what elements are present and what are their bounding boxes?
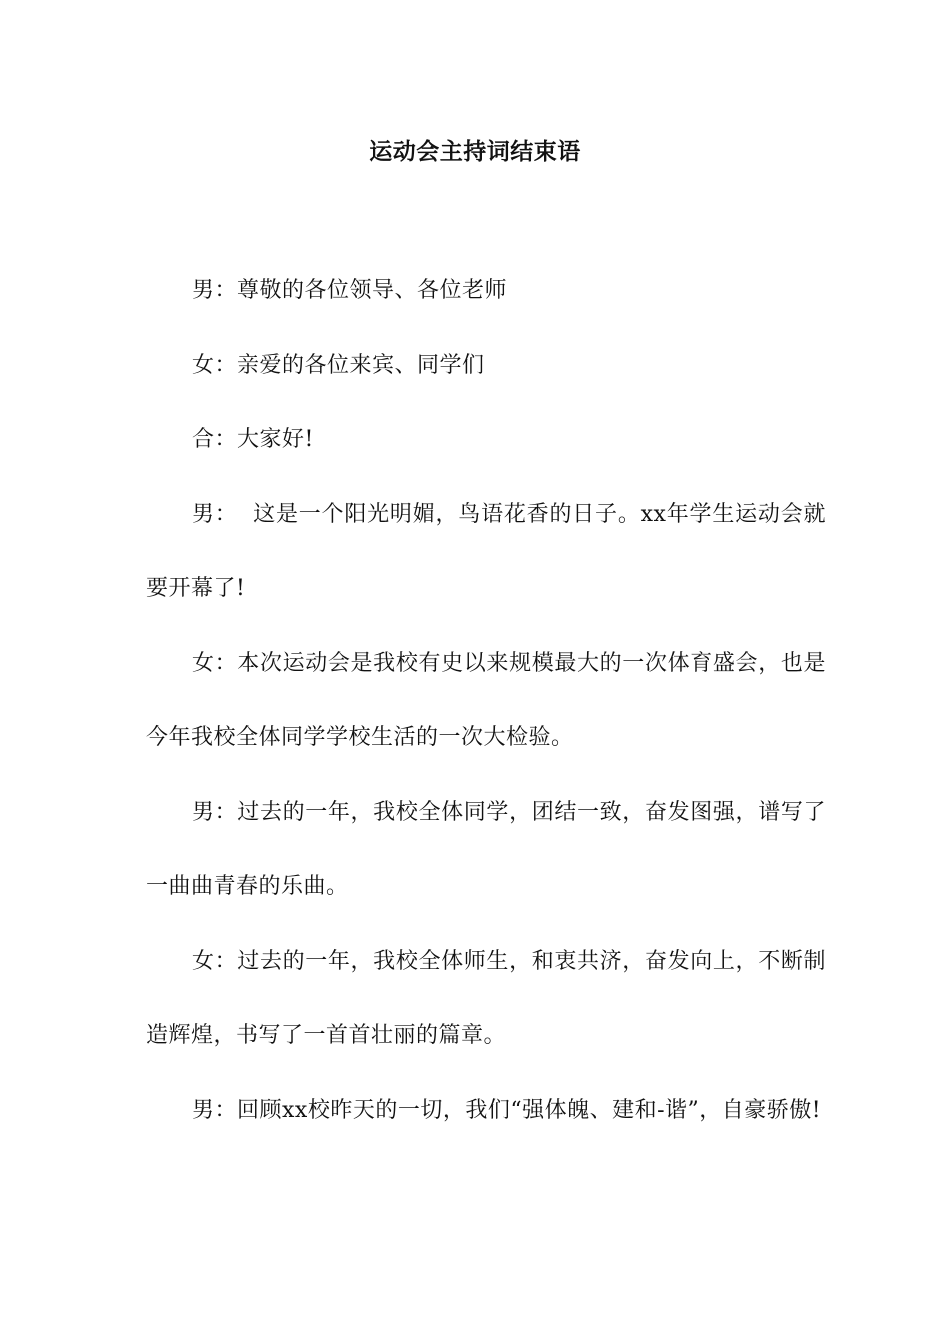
paragraph-8: 男：回顾xx校昨天的一切，我们“强体魄、建和-谐”，自豪骄傲! [192,1097,822,1123]
document-title: 运动会主持词结束语 [369,138,581,165]
paragraph-7: 女：过去的一年，我校全体师生，和衷共济，奋发向上，不断制造辉煌，书写了一首首壮丽的篇章。 [146,948,826,1048]
paragraph-6: 男：过去的一年，我校全体同学，团结一致，奋发图强，谱写了一曲曲青春的乐曲。 [146,799,826,899]
paragraph-2: 女：亲爱的各位来宾、同学们 [192,352,485,378]
paragraph-4: 男： 这是一个阳光明媚，鸟语花香的日子。xx年学生运动会就要开幕了! [146,501,826,601]
paragraph-1: 男：尊敬的各位领导、各位老师 [192,278,508,303]
paragraph-3: 合：大家好! [192,427,314,452]
paragraph-5: 女：本次运动会是我校有史以来规模最大的一次体育盛会，也是今年我校全体同学学校生活的一次大检验。 [146,650,826,750]
document-body [146,254,826,1148]
